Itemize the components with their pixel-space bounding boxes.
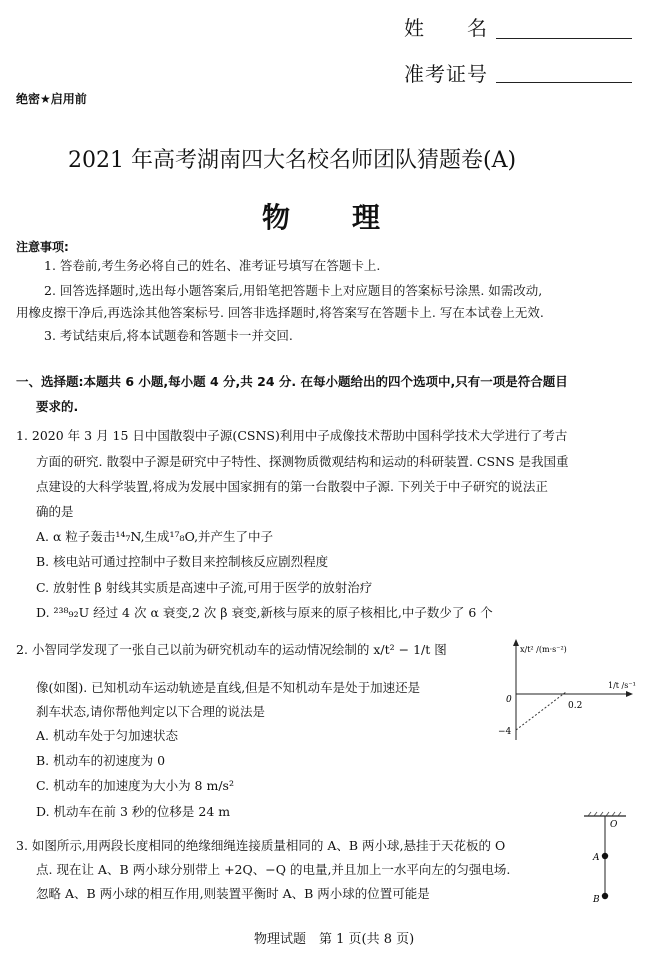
paper-title: 2021 年高考湖南四大名校名师团队猜题卷(A) bbox=[68, 148, 517, 173]
ball-b bbox=[602, 893, 608, 899]
q2-option-a: A. 机动车处于匀加速状态 bbox=[36, 728, 178, 743]
origin-label: 0 bbox=[506, 695, 512, 705]
section-heading-line1: 一、选择题:本题共 6 小题,每小题 4 分,共 24 分. 在每小题给出的四个选项中,只有一项是符合题目 bbox=[16, 374, 568, 389]
note-item: 1. 答卷前,考生务必将自己的姓名、准考证号填写在答题卡上. bbox=[44, 258, 381, 273]
q2-option-c: C. 机动车的加速度为大小为 8 m/s² bbox=[36, 778, 234, 793]
q1-option-b: B. 核电站可通过控制中子数目来控制核反应剧烈程度 bbox=[36, 554, 329, 569]
secret-mark: 绝密★启用前 bbox=[16, 92, 87, 106]
q1-stem-line: 1. 2020 年 3 月 15 日中国散裂中子源(CSNS)利用中子成像技术帮助中国科学技术大学进行了考古 bbox=[16, 428, 568, 443]
q1-option-c: C. 放射性 β 射线其实质是高速中子流,可用于医学的放射治疗 bbox=[36, 580, 373, 595]
note-item: 用橡皮擦干净后,再选涂其他答案标号. 回答非选择题时,将答案写在答题卡上. 写在本试卷上无效. bbox=[16, 305, 544, 320]
q1-stem-line: 确的是 bbox=[36, 504, 74, 519]
q1-option-d: D. ²³⁸₉₂U 经过 4 次 α 衰变,2 次 β 衰变,新核与原来的原子核相比,中子数少了 6 个 bbox=[36, 605, 493, 620]
y-axis-label: x/t² /(m·s⁻²) bbox=[520, 645, 567, 654]
q3-stem-line: 3. 如图所示,用两段长度相同的绝缘细绳连接质量相同的 A、B 两小球,悬挂于天花板的 O bbox=[16, 838, 506, 853]
note-item: 2. 回答选择题时,选出每小题答案后,用铅笔把答题卡上对应题目的答案标号涂黑. 如需改动, bbox=[44, 283, 543, 298]
graph-line bbox=[516, 692, 566, 730]
ball-a-label: A bbox=[593, 853, 600, 863]
point-o-label: O bbox=[610, 820, 618, 830]
q3-figure bbox=[580, 810, 630, 910]
q3-stem-line: 忽略 A、B 两小球的相互作用,则装置平衡时 A、B 两小球的位置可能是 bbox=[36, 886, 430, 901]
x-axis-label: 1/t /s⁻¹ bbox=[608, 681, 636, 690]
q2-graph bbox=[496, 636, 640, 748]
q2-option-d: D. 机动车在前 3 秒的位移是 24 m bbox=[36, 804, 231, 819]
y-intercept-label: −4 bbox=[498, 727, 512, 737]
q2-stem-line: 2. 小智同学发现了一张自己以前为研究机动车的运动情况绘制的 x/t² − 1/t 图 bbox=[16, 642, 447, 657]
x-tick-label: 0.2 bbox=[568, 701, 583, 711]
q3-stem-line: 点. 现在让 A、B 两小球分别带上 +2Q、−Q 的电量,并且加上一水平向左的匀强电场. bbox=[36, 862, 511, 877]
q1-stem-line: 方面的研究. 散裂中子源是研究中子特性、探测物质微观结构和运动的科研装置. CSNS 是我国重 bbox=[36, 454, 569, 469]
x-axis-arrow bbox=[626, 691, 633, 697]
page-footer: 物理试题 第 1 页(共 8 页) bbox=[254, 932, 415, 947]
name-label: 姓 名 bbox=[404, 16, 488, 40]
y-axis-arrow bbox=[513, 639, 519, 646]
ball-b-label: B bbox=[593, 895, 600, 905]
subject-title: 物 理 bbox=[262, 201, 383, 234]
q2-stem-line: 刹车状态,请你帮他判定以下合理的说法是 bbox=[36, 704, 265, 719]
notes-heading: 注意事项: bbox=[16, 240, 69, 254]
q1-option-a: A. α 粒子轰击¹⁴₇N,生成¹⁷₈O,并产生了中子 bbox=[36, 529, 274, 544]
ball-a bbox=[602, 853, 608, 859]
q1-stem-line: 点建设的大科学装置,将成为发展中国家拥有的第一台散裂中子源. 下列关于中子研究的说法正 bbox=[36, 479, 548, 494]
name-underline bbox=[496, 16, 632, 39]
section-heading-line2: 要求的. bbox=[36, 399, 79, 414]
exam-no-label: 准考证号 bbox=[404, 62, 488, 86]
note-item: 3. 考试结束后,将本试题卷和答题卡一并交回. bbox=[44, 328, 293, 343]
exam-no-underline bbox=[496, 60, 632, 83]
q2-stem-line: 像(如图). 已知机动车运动轨迹是直线,但是不知机动车是处于加速还是 bbox=[36, 680, 421, 695]
q2-option-b: B. 机动车的初速度为 0 bbox=[36, 753, 166, 768]
